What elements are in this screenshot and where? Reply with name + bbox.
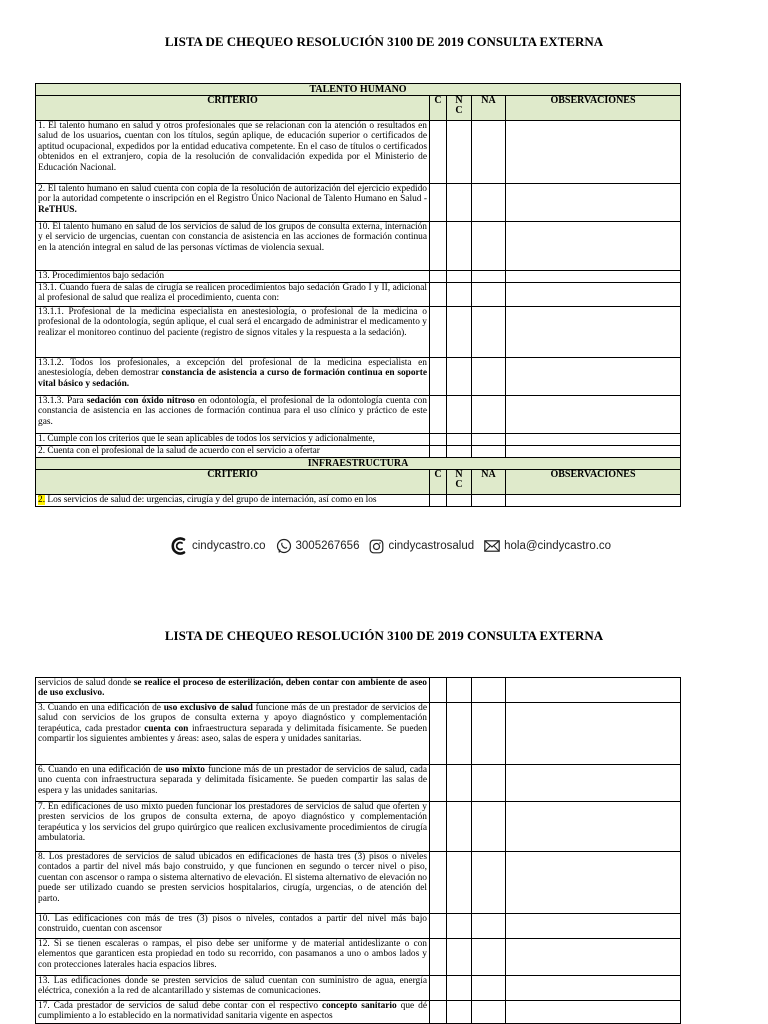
observaciones-cell[interactable] xyxy=(506,222,681,271)
check-na-cell[interactable] xyxy=(472,802,506,852)
table-row xyxy=(36,976,681,1001)
criterio-cell xyxy=(36,184,430,222)
check-c-cell[interactable] xyxy=(430,184,447,222)
check-na-cell[interactable] xyxy=(472,939,506,976)
criterio-text: 7. En edificaciones de uso mixto pueden funcionar los prestadores de servicios de salud que oferten y presten servicios de los grupos de consulta externa, de apoyo diagnóstico y complementación terapéutica y los servicios del grupo quirúrgico que realicen exclusivamente procedimientos de cirugía ambulatoria. xyxy=(38,802,427,844)
check-c-cell[interactable] xyxy=(430,283,447,307)
criterio-text: concepto sanitario xyxy=(321,1001,397,1011)
check-c-cell[interactable] xyxy=(430,1001,447,1024)
criterio-text: funcione más de un prestador de servicios de salud, cada uno cuenta con infraestructura separada y delimitada físicamente. Se pueden compartir las salas de espera y las unidades sanitarias. xyxy=(38,765,427,796)
table-row xyxy=(36,1001,681,1024)
table-row xyxy=(36,446,681,458)
check-nc-cell[interactable] xyxy=(447,434,472,446)
check-na-cell[interactable] xyxy=(472,976,506,1001)
criterio-text: 13. Las edificaciones donde se presten servicios de salud cuentan con suministro de agua, energía eléctrica, conexión a la red de alcantarillado y sistemas de comunicaciones. xyxy=(38,976,427,997)
check-c-cell[interactable] xyxy=(430,495,447,507)
criterio-cell xyxy=(36,939,430,976)
section-infraestructura: INFRAESTRUCTURA xyxy=(36,458,681,470)
check-na-cell[interactable] xyxy=(472,396,506,434)
criterio-text: 2. El talento humano en salud cuenta con copia de la resolución de autorización del ejercicio expedido por la autoridad competente o inscripción en el Registro Único Nacional de Talento Humano en Salud - xyxy=(38,184,427,205)
criterio-text: , xyxy=(118,131,122,142)
table-row xyxy=(36,678,681,703)
check-na-cell[interactable] xyxy=(472,703,506,765)
check-c-cell[interactable] xyxy=(430,271,447,283)
check-c-cell[interactable] xyxy=(430,914,447,939)
observaciones-cell[interactable] xyxy=(506,1001,681,1024)
observaciones-cell[interactable] xyxy=(506,914,681,939)
header-nc: N C xyxy=(447,470,472,495)
criterio-cell xyxy=(36,283,430,307)
check-nc-cell[interactable] xyxy=(447,358,472,396)
checklist-table-page2 xyxy=(35,677,681,1024)
check-c-cell[interactable] xyxy=(430,678,447,703)
criterio-text: 13.1.3. Para xyxy=(38,396,87,406)
criterio-cell xyxy=(36,121,430,184)
criterio-text: 2. xyxy=(38,495,46,505)
header-observaciones: OBSERVACIONES xyxy=(506,96,681,121)
table-row xyxy=(36,434,681,446)
check-na-cell[interactable] xyxy=(472,121,506,184)
observaciones-cell[interactable] xyxy=(506,765,681,802)
criterio-text: 2. Cuenta con el profesional de la salud de acuerdo con el servicio a ofertar xyxy=(38,446,320,456)
check-na-cell[interactable] xyxy=(472,1001,506,1024)
check-nc-cell[interactable] xyxy=(447,852,472,914)
check-nc-cell[interactable] xyxy=(447,446,472,458)
table-row xyxy=(36,703,681,765)
header-criterio: CRITERIO xyxy=(36,96,430,121)
table-row xyxy=(36,765,681,802)
check-na-cell[interactable] xyxy=(472,358,506,396)
header-observaciones: OBSERVACIONES xyxy=(506,470,681,495)
observaciones-cell[interactable] xyxy=(506,703,681,765)
check-nc-cell[interactable] xyxy=(447,1001,472,1024)
table-row xyxy=(36,802,681,852)
criterio-cell xyxy=(36,1001,430,1024)
criterio-text: constancia de asistencia a curso de formación continua en soporte vital básico y sedación. xyxy=(38,368,427,389)
observaciones-cell[interactable] xyxy=(506,976,681,1001)
table-row xyxy=(36,914,681,939)
table-row xyxy=(36,939,681,976)
check-c-cell[interactable] xyxy=(430,121,447,184)
checklist-table-page1 xyxy=(35,83,681,507)
header-na: NA xyxy=(472,96,506,121)
observaciones-cell[interactable] xyxy=(506,121,681,184)
check-nc-cell[interactable] xyxy=(447,703,472,765)
criterio-cell xyxy=(36,358,430,396)
check-na-cell[interactable] xyxy=(472,678,506,703)
footer-contacts xyxy=(170,535,621,557)
instagram-icon xyxy=(369,539,384,554)
check-na-cell[interactable] xyxy=(472,434,506,446)
criterio-text: sedación con óxido nitroso xyxy=(86,396,195,406)
header-c: C xyxy=(430,470,447,495)
check-nc-cell[interactable] xyxy=(447,271,472,283)
criterio-text: 13.1.2. Todos los profesionales, a excepción del profesional de la medicina especialista en anestesiología, deben demostrar xyxy=(38,358,427,379)
check-nc-cell[interactable] xyxy=(447,678,472,703)
check-na-cell[interactable] xyxy=(472,765,506,802)
criterio-text: 10. Las edificaciones con más de tres (3) pisos o niveles, contados a partir del nivel más bajo construido, cuentan con ascensor xyxy=(38,914,427,935)
whatsapp-icon xyxy=(276,538,292,554)
observaciones-cell[interactable] xyxy=(506,939,681,976)
criterio-text: 10. El talento humano en salud de los servicios de salud de los grupos de consulta externa, internación y el servicio de urgencias, cuentan con constancia de asistencia en las acciones de formación continua en la atención integral en salud de las personas víctimas de violencia sexual. xyxy=(38,222,427,253)
criterio-cell xyxy=(36,914,430,939)
observaciones-cell[interactable] xyxy=(506,495,681,507)
brand-logo-icon xyxy=(170,536,188,556)
criterio-text: uso exclusivo de salud xyxy=(163,703,253,713)
criterio-text: que dé cumplimiento a lo establecido en la normatividad sanitaria vigente en aspectos xyxy=(38,1001,428,1022)
criterio-text: 13. Procedimientos bajo sedación xyxy=(38,271,165,281)
criterio-cell xyxy=(36,765,430,802)
header-criterio: CRITERIO xyxy=(36,470,430,495)
check-c-cell[interactable] xyxy=(430,307,447,358)
table-row xyxy=(36,121,681,184)
criterio-text: 1. Cumple con los criterios que le sean aplicables de todos los servicios y adicionalmente, xyxy=(38,434,375,444)
table-row xyxy=(36,271,681,283)
criterio-text: servicios de salud donde xyxy=(38,678,134,688)
criterio-text: en odontología, el profesional de la odontología cuenta con constancia de asistencia en las acciones de formación continua para el uso clínico y práctico de este gas. xyxy=(38,396,427,427)
observaciones-cell[interactable] xyxy=(506,396,681,434)
check-nc-cell[interactable] xyxy=(447,495,472,507)
criterio-text: 12. Si se tienen escaleras o rampas, el piso debe ser uniforme y de material antideslizante o con elementos que garanticen esta propiedad en todo su recorrido, con pasamanos a uno o ambos lados y con protecciones laterales hacia espacios libres. xyxy=(38,939,427,970)
criterio-text: 8. Los prestadores de servicios de salud ubicados en edificaciones de hasta tres (3) pisos o niveles contados a partir del nivel más bajo construido, y que funcionen en segundo o tercer nivel o piso, cuentan con ascensor o rampa o sistema alternativo de elevación. El sistema alternativo de elevación no puede ser utilizado cuando se presten servicios hospitalarios, cirugía, urgencias, o de atención del parto. xyxy=(38,852,427,904)
observaciones-cell[interactable] xyxy=(506,434,681,446)
email-link[interactable]: hola@cindycastro.co xyxy=(484,540,611,552)
observaciones-cell[interactable] xyxy=(506,283,681,307)
check-c-cell[interactable] xyxy=(430,446,447,458)
criterio-cell xyxy=(36,396,430,434)
check-c-cell[interactable] xyxy=(430,976,447,1001)
table-row xyxy=(36,307,681,358)
table-row xyxy=(36,852,681,914)
instagram-link[interactable]: cindycastrosalud xyxy=(369,539,474,554)
check-na-cell[interactable] xyxy=(472,852,506,914)
check-nc-cell[interactable] xyxy=(447,307,472,358)
check-na-cell[interactable] xyxy=(472,914,506,939)
criterio-cell xyxy=(36,271,430,283)
check-nc-cell[interactable] xyxy=(447,976,472,1001)
check-na-cell[interactable] xyxy=(472,283,506,307)
observaciones-cell[interactable] xyxy=(506,852,681,914)
phone-link[interactable]: 3005267656 xyxy=(276,538,360,554)
observaciones-cell[interactable] xyxy=(506,307,681,358)
criterio-text: cuenta con xyxy=(144,723,189,734)
criterio-text: 17. Cada prestador de servicios de salud debe contar con el respectivo xyxy=(38,1001,322,1011)
criterio-text: uso mixto xyxy=(165,765,205,775)
check-c-cell[interactable] xyxy=(430,703,447,765)
check-na-cell[interactable] xyxy=(472,271,506,283)
check-nc-cell[interactable] xyxy=(447,283,472,307)
table-row xyxy=(36,358,681,396)
check-na-cell[interactable] xyxy=(472,307,506,358)
observaciones-cell[interactable] xyxy=(506,802,681,852)
criterio-cell xyxy=(36,434,430,446)
site-link[interactable]: cindycastro.co xyxy=(170,536,266,556)
criterio-cell xyxy=(36,852,430,914)
criterio-cell xyxy=(36,222,430,271)
observaciones-cell[interactable] xyxy=(506,446,681,458)
criterio-cell xyxy=(36,678,430,703)
criterio-text: 13.1. Cuando fuera de salas de cirugía se realicen procedimientos bajo sedación Grado I y II, adicional al profesional de salud que realiza el procedimiento, cuenta con: xyxy=(38,283,427,304)
criterio-cell xyxy=(36,703,430,765)
mail-icon xyxy=(484,540,500,552)
criterio-cell xyxy=(36,495,430,507)
section-talento-humano: TALENTO HUMANO xyxy=(36,84,681,96)
check-c-cell[interactable] xyxy=(430,222,447,271)
criterio-text: 1. El talento humano en salud y otros profesionales que se relacionan con la atención o resultados en salud de los usuarios xyxy=(38,121,427,142)
check-c-cell[interactable] xyxy=(430,939,447,976)
check-na-cell[interactable] xyxy=(472,184,506,222)
check-c-cell[interactable] xyxy=(430,434,447,446)
check-nc-cell[interactable] xyxy=(447,396,472,434)
check-nc-cell[interactable] xyxy=(447,939,472,976)
observaciones-cell[interactable] xyxy=(506,678,681,703)
table-row xyxy=(36,283,681,307)
check-c-cell[interactable] xyxy=(430,765,447,802)
criterio-text: infraestructura separada y delimitada físicamente. Se pueden compartir los siguientes ambientes y áreas: aseo, salas de espera y unidades sanitarias. xyxy=(38,723,428,745)
table-row xyxy=(36,396,681,434)
page2-title: LISTA DE CHEQUEO RESOLUCIÓN 3100 DE 2019 CONSULTA EXTERNA xyxy=(164,628,604,643)
check-na-cell[interactable] xyxy=(472,222,506,271)
header-na: NA xyxy=(472,470,506,495)
criterio-cell xyxy=(36,802,430,852)
observaciones-cell[interactable] xyxy=(506,271,681,283)
criterio-text: cuentan con los títulos, según aplique, de educación superior o certificados de aptitud ocupacional, expedidos por la entidad educativa competente. En el caso de títulos o certificados obtenidos en el extranjero, copia de la resolución de convalidación expedida por el Ministerio de Educación Nacional. xyxy=(38,131,427,173)
header-c: C xyxy=(430,96,447,121)
check-nc-cell[interactable] xyxy=(447,121,472,184)
criterio-text: 13.1.1. Profesional de la medicina especialista en anestesiología, o profesional de la medicina o profesional de la odontología, según aplique, el cual será el encargado de administrar el medicamento y realizar el monitoreo continuo del paciente (registro de signos vitales y la respuesta a la sedación). xyxy=(38,307,427,338)
criterio-text: ReTHUS. xyxy=(38,204,77,215)
observaciones-cell[interactable] xyxy=(506,358,681,396)
criterio-cell xyxy=(36,446,430,458)
check-nc-cell[interactable] xyxy=(447,914,472,939)
check-c-cell[interactable] xyxy=(430,396,447,434)
table-row xyxy=(36,222,681,271)
criterio-text: se realice el proceso de esterilización, deben contar con ambiente de aseo de uso exclusivo. xyxy=(38,678,427,699)
check-nc-cell[interactable] xyxy=(447,222,472,271)
page1-title: LISTA DE CHEQUEO RESOLUCIÓN 3100 DE 2019 CONSULTA EXTERNA xyxy=(164,34,604,49)
header-nc: N C xyxy=(447,96,472,121)
check-nc-cell[interactable] xyxy=(447,184,472,222)
check-nc-cell[interactable] xyxy=(447,765,472,802)
criterio-text: Los servicios de salud de: urgencias, cirugía y del grupo de internación, así como en los xyxy=(45,495,377,505)
criterio-text: 6. Cuando en una edificación de xyxy=(38,765,166,775)
check-nc-cell[interactable] xyxy=(447,802,472,852)
criterio-cell xyxy=(36,976,430,1001)
criterio-text: funcione más de un prestador de servicios de salud con servicios de los grupos de consulta externa y apoyo diagnóstico y complementación terapéutica, cada prestador xyxy=(38,703,428,734)
table-row xyxy=(36,184,681,222)
check-na-cell[interactable] xyxy=(472,495,506,507)
check-na-cell[interactable] xyxy=(472,446,506,458)
criterio-cell xyxy=(36,307,430,358)
check-c-cell[interactable] xyxy=(430,802,447,852)
check-c-cell[interactable] xyxy=(430,358,447,396)
table-row xyxy=(36,495,681,507)
observaciones-cell[interactable] xyxy=(506,184,681,222)
criterio-text: 3. Cuando en una edificación de xyxy=(38,703,164,713)
check-c-cell[interactable] xyxy=(430,852,447,914)
